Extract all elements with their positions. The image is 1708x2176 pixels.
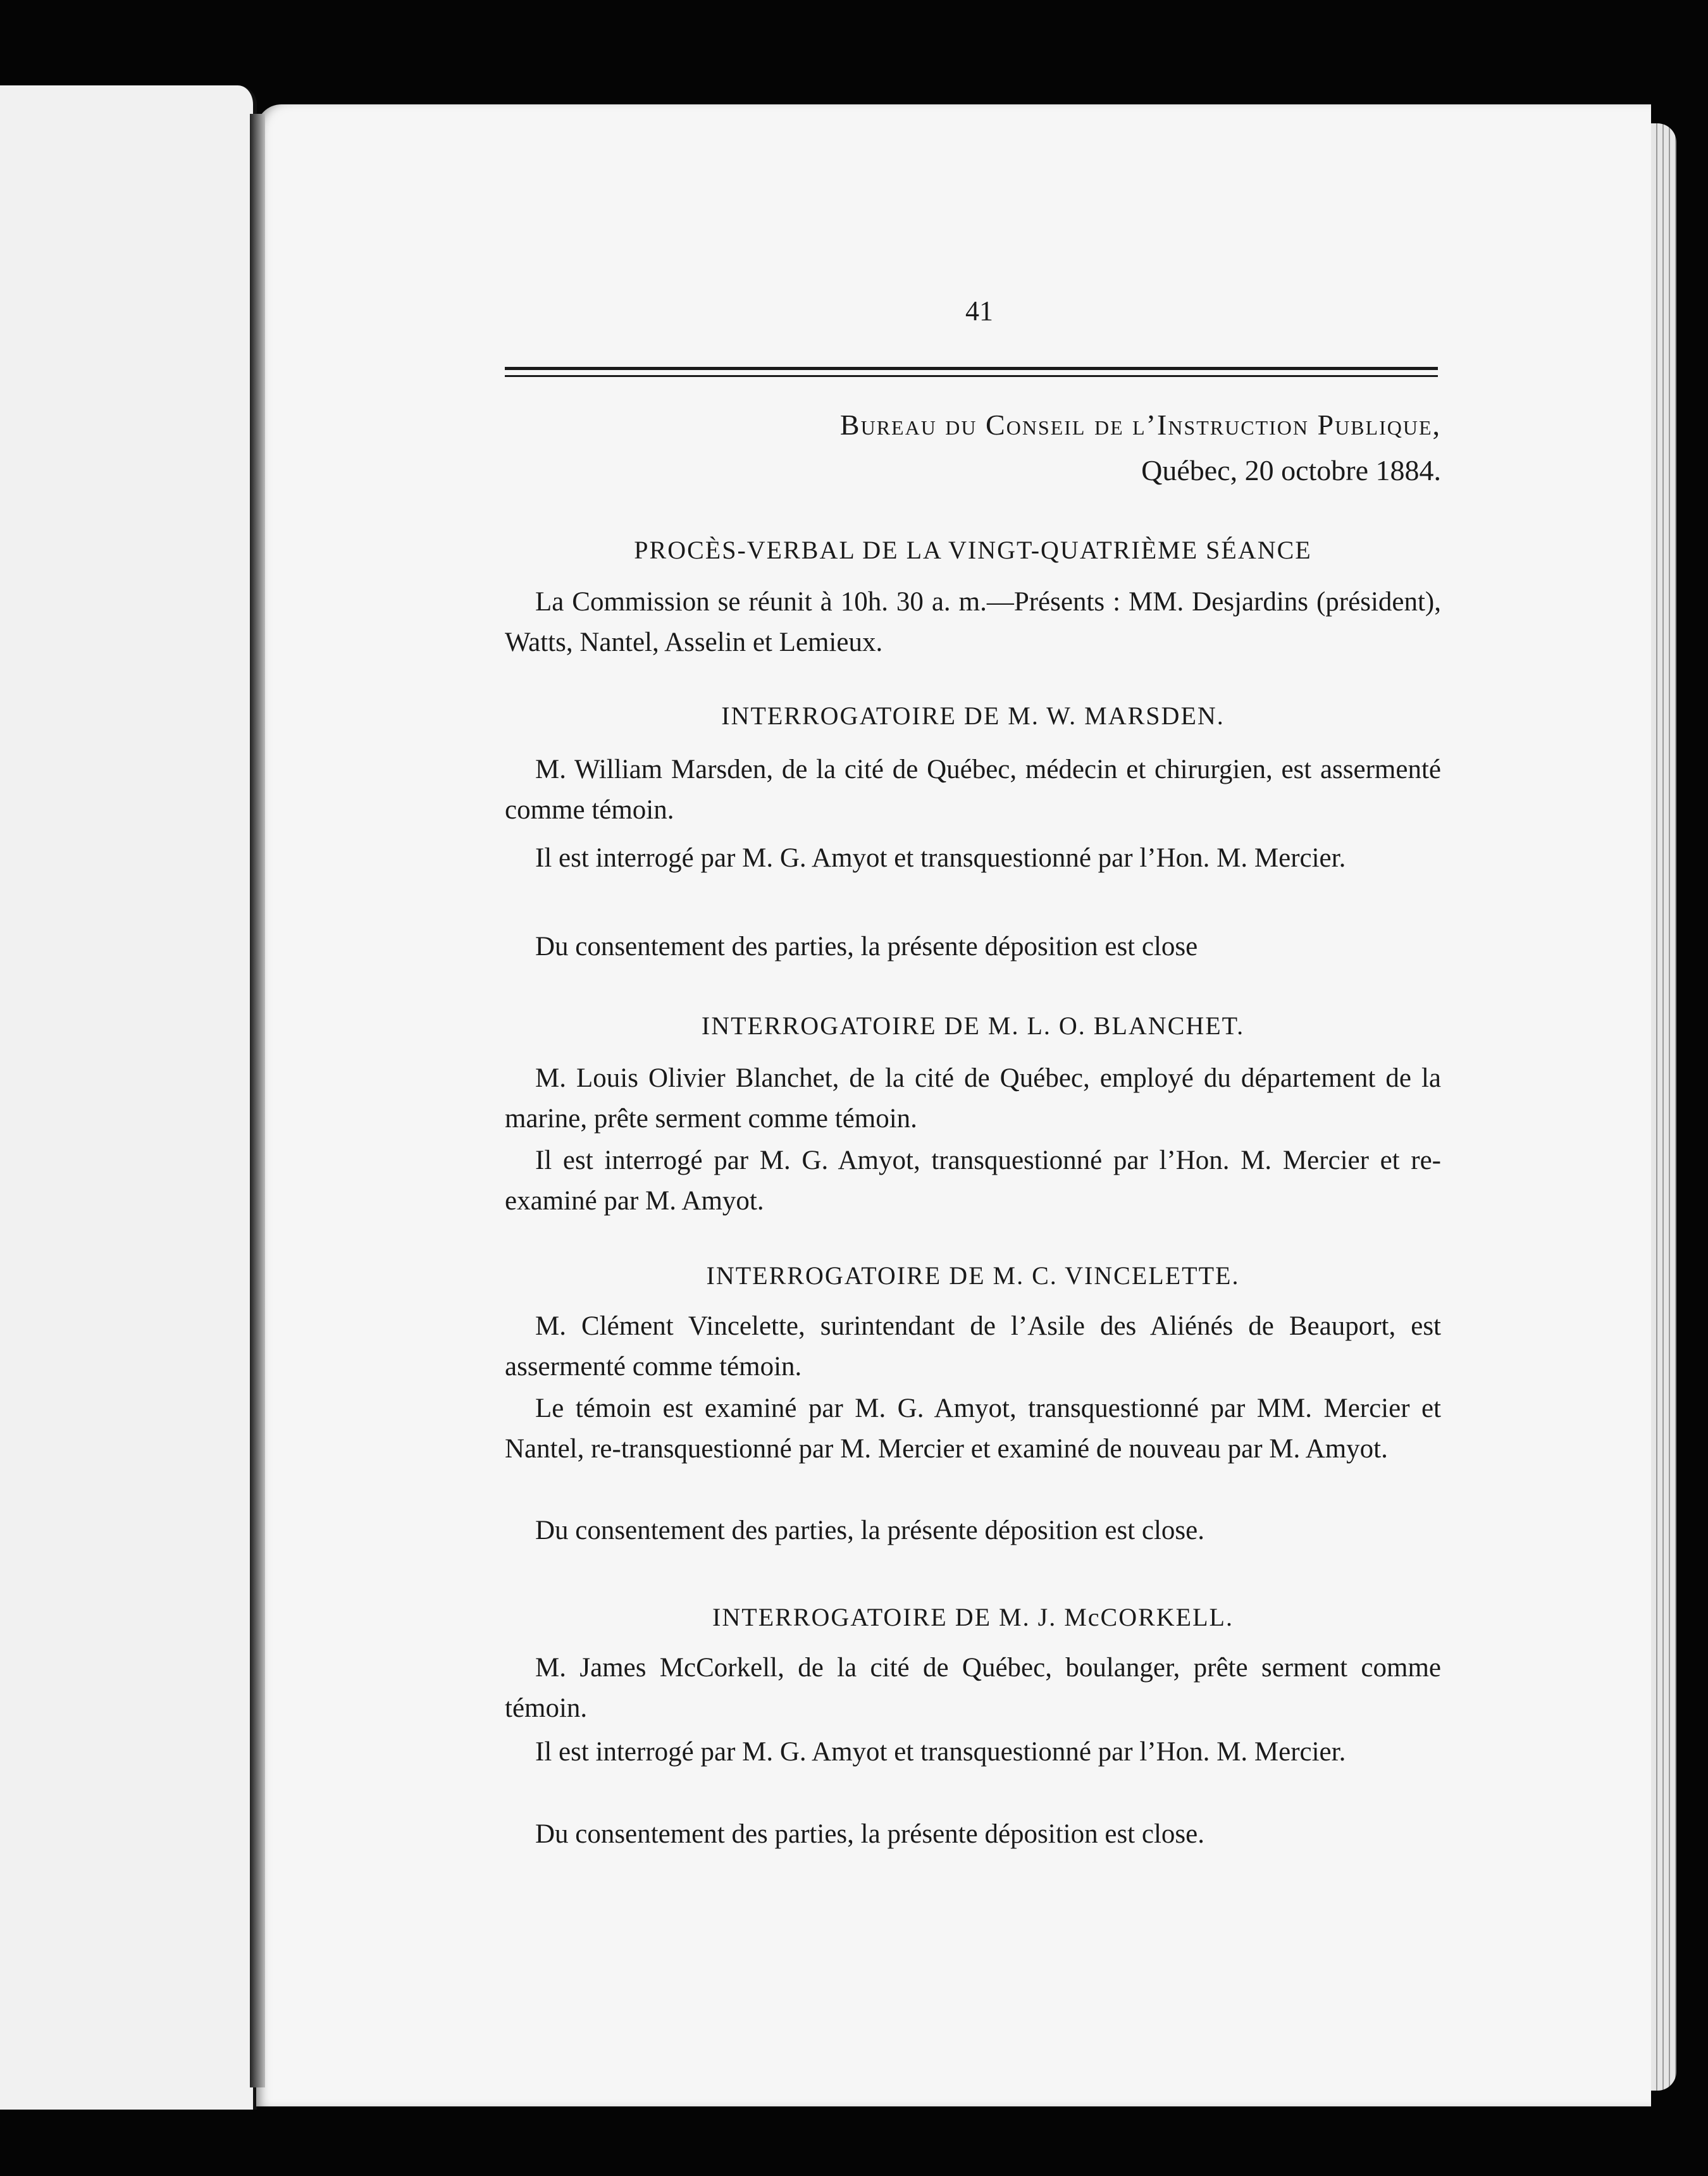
section-title-mccorkell: INTERROGATOIRE DE M. J. McCORKELL. — [712, 1603, 1234, 1631]
paragraph: Il est interrogé par M. G. Amyot, transquestionné par l’Hon. M. Mercier et re-examiné par M. Amyot. — [505, 1146, 1441, 1216]
paragraph: Du consentement des parties, la présente déposition est close — [535, 932, 1198, 961]
section-title-blanchet: INTERROGATOIRE DE M. L. O. BLANCHET. — [701, 1011, 1245, 1040]
paragraph: M. William Marsden, de la cité de Québec, médecin et chirurgien, est assermenté comme témoin. — [505, 755, 1441, 825]
bureau-heading: Bureau du Conseil de l’Instruction Publique, — [839, 409, 1441, 441]
section-title-vincelette: INTERROGATOIRE DE M. C. VINCELETTE. — [706, 1261, 1240, 1290]
dateline: Québec, 20 octobre 1884. — [1141, 454, 1441, 486]
paragraph: Du consentement des parties, la présente déposition est close. — [535, 1516, 1204, 1545]
left-page — [0, 85, 257, 2110]
header-rule-thin — [505, 375, 1438, 377]
seance-paragraph: La Commission se réunit à 10h. 30 a. m.—Présents : MM. Desjardins (président), Watts, Nantel, Asselin et Lemieux. — [505, 587, 1441, 657]
page-number: 41 — [965, 295, 993, 326]
paragraph: M. Louis Olivier Blanchet, de la cité de Québec, employé du département de la marine, prête serment comme témoin. — [505, 1063, 1441, 1134]
paragraph: M. Clément Vincelette, surintendant de l’Asile des Aliénés de Beauport, est assermenté comme témoin. — [505, 1311, 1441, 1382]
paragraph: Il est interrogé par M. G. Amyot et transquestionné par l’Hon. M. Mercier. — [535, 1737, 1346, 1767]
book-spine — [250, 114, 265, 2087]
section-title-marsden: INTERROGATOIRE DE M. W. MARSDEN. — [721, 702, 1225, 730]
paragraph: M. James McCorkell, de la cité de Québec, boulanger, prête serment comme témoin. — [505, 1653, 1441, 1723]
paragraph: Du consentement des parties, la présente déposition est close. — [535, 1819, 1204, 1849]
paragraph: Il est interrogé par M. G. Amyot et transquestionné par l’Hon. M. Mercier. — [535, 843, 1346, 873]
paragraph: Le témoin est examiné par M. G. Amyot, transquestionné par MM. Mercier et Nantel, re-transquestionné par M. Mercier et examiné de nouveau par M. Amyot. — [505, 1394, 1441, 1464]
page-content — [505, 291, 1441, 1849]
seance-title: PROCÈS-VERBAL DE LA VINGT-QUATRIÈME SÉANCE — [634, 536, 1312, 564]
header-rule-thick — [505, 367, 1438, 370]
